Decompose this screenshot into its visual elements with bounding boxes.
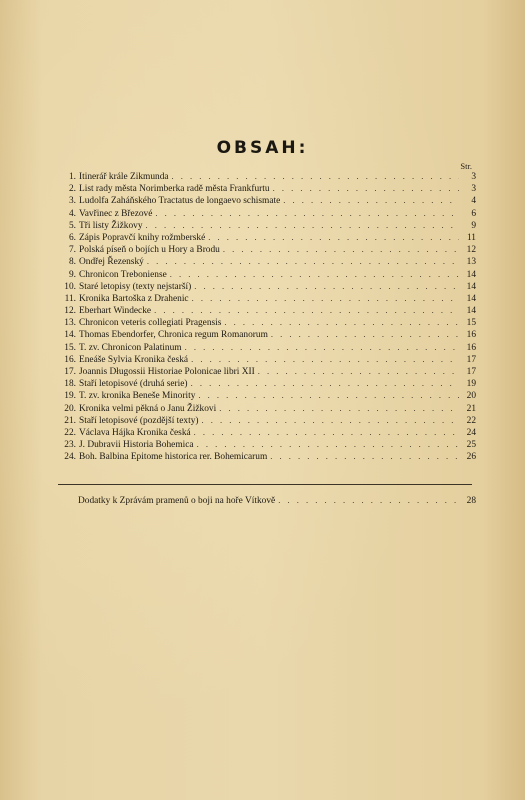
table-of-contents [56, 170, 476, 463]
leader-dots [154, 304, 459, 316]
entry-number: 15. [64, 342, 76, 353]
entry-number: 1. [68, 172, 76, 182]
toc-entry [56, 377, 476, 389]
toc-entry [56, 450, 476, 462]
entry-number: 7. [68, 245, 76, 256]
leader-dots [194, 426, 459, 438]
toc-entry [56, 292, 476, 304]
entry-number: 24. [64, 452, 76, 463]
entry-number: 21. [64, 415, 76, 426]
toc-entry [56, 365, 476, 377]
entry-title: Zápis Popravčí knihy rožmberské [79, 232, 206, 243]
leader-dots [198, 389, 459, 401]
divider [58, 484, 472, 485]
entry-page: 17 [466, 367, 476, 377]
entry-page: 3 [471, 184, 476, 195]
toc-entry [56, 182, 476, 194]
entry-number: 9. [68, 269, 76, 280]
entry-title: Václava Hájka Kronika česká [79, 427, 191, 438]
entry-page: 16 [466, 330, 476, 341]
entry-title: J. Dubravii Historia Bohemica [79, 440, 194, 451]
toc-entry [56, 353, 476, 365]
entry-number: 17. [64, 367, 76, 377]
entry-page: 6 [471, 208, 476, 219]
leader-dots [219, 402, 459, 414]
leader-dots [194, 280, 459, 292]
toc-entry [56, 426, 476, 438]
leader-dots [155, 207, 459, 219]
entry-page: 14 [466, 269, 476, 280]
entry-page: 19 [466, 379, 476, 390]
entry-title: Itinerář krále Zikmunda [79, 172, 169, 182]
entry-title: T. zv. kronika Beneše Minority [79, 391, 196, 402]
entry-title: Polská píseň o bojích u Hory a Brodu [79, 245, 220, 256]
toc-entry [56, 328, 476, 340]
leader-dots [170, 268, 459, 280]
toc-entry [56, 438, 476, 450]
entry-number: 3. [68, 196, 76, 207]
toc-entry [56, 255, 476, 267]
leader-dots [191, 353, 459, 365]
entry-number: 8. [68, 257, 76, 268]
leader-dots [147, 255, 459, 267]
entry-title: Thomas Ebendorfer, Chronica regum Romanorum [79, 330, 268, 341]
leader-dots [191, 377, 459, 389]
entry-number: 18. [64, 379, 76, 390]
entry-number: 12. [64, 306, 76, 317]
entry-page: 13 [466, 257, 476, 268]
toc-entry [56, 170, 476, 182]
leader-dots [270, 450, 459, 462]
entry-number: 19. [64, 391, 76, 402]
entry-title: Eneáše Sylvia Kronika česká [79, 354, 189, 365]
entry-page: 20 [466, 391, 476, 402]
entry-page: 14 [466, 306, 476, 317]
entry-number: 2. [68, 184, 76, 195]
toc-entry [56, 316, 476, 328]
toc-entry [56, 341, 476, 353]
leader-dots [202, 414, 459, 426]
entry-number: 10. [64, 281, 76, 292]
leader-dots [283, 194, 459, 206]
leader-dots [197, 438, 459, 450]
entry-number: 11. [64, 293, 76, 304]
entry-title: Ludolfa Zaháňského Tractatus de longaevo schismate [79, 196, 281, 207]
leader-dots [208, 231, 459, 243]
entry-page: 21 [466, 403, 476, 414]
entry-page: 14 [466, 281, 476, 292]
toc-entry [56, 268, 476, 280]
entry-title: Kronika Bartoška z Drahenic [79, 293, 189, 304]
entry-title: List rady města Norimberka radě města Frankfurtu [79, 184, 270, 195]
entry-number: 6. [68, 232, 76, 243]
leader-dots [258, 365, 459, 377]
entry-page: 12 [466, 245, 476, 256]
toc-entry [56, 219, 476, 231]
entry-number: 20. [64, 403, 76, 414]
entry-page: 9 [471, 220, 476, 231]
entry-title: Boh. Balbina Epitome historica rer. Bohemicarum [79, 452, 268, 463]
leader-dots [185, 341, 459, 353]
entry-title: Staří letopisové (druhá serie) [79, 379, 188, 390]
entry-page: 25 [466, 440, 476, 451]
entry-title: Joannis Długossii Historiae Polonicae libri XII [79, 367, 255, 377]
entry-title: Staré letopisy (texty nejstarší) [79, 281, 192, 292]
leader-dots [223, 243, 459, 255]
entry-number: 16. [64, 354, 76, 365]
entry-page: 4 [471, 196, 476, 207]
entry-title: Eberhart Windecke [79, 306, 152, 317]
toc-entry [56, 231, 476, 243]
addendum-text: Dodatky k Zprávám pramenů o boji na hoře Vítkově [78, 496, 276, 506]
entry-page: 17 [466, 354, 476, 365]
entry-title: Chronicon Treboniense [79, 269, 167, 280]
toc-entry [56, 389, 476, 401]
entry-number: 14. [64, 330, 76, 341]
entry-number: 13. [64, 318, 76, 329]
entry-number: 4. [68, 208, 76, 219]
toc-entry [56, 243, 476, 255]
entry-title: Ondřej Řezenský [79, 257, 144, 268]
entry-title: Vavřinec z Březové [79, 208, 153, 219]
entry-page: 16 [466, 342, 476, 353]
toc-entry [56, 207, 476, 219]
entry-title: Staří letopisové (pozdější texty) [79, 415, 199, 426]
addendum-page: 28 [466, 496, 476, 506]
entry-page: 11 [466, 232, 476, 243]
entry-title: Tři listy Žižkovy [79, 220, 143, 231]
page-title: OBSAH: [216, 138, 309, 158]
entry-number: 23. [64, 440, 76, 451]
toc-entry [56, 194, 476, 206]
addendum-entry [56, 494, 476, 506]
entry-page: 14 [466, 293, 476, 304]
entry-page: 24 [466, 427, 476, 438]
entry-page: 22 [466, 415, 476, 426]
entry-title: Kronika velmi pěkná o Janu Žižkovi [79, 403, 217, 414]
entry-number: 22. [64, 427, 76, 438]
entry-page: 3 [471, 172, 476, 182]
leader-dots [271, 328, 459, 340]
leader-dots [273, 182, 459, 194]
entry-page: 26 [466, 452, 476, 463]
entry-page: 15 [466, 318, 476, 329]
leader-dots [224, 316, 459, 328]
toc-entry [56, 304, 476, 316]
page-column-header: Str. [460, 161, 472, 171]
entry-title: T. zv. Chronicon Palatinum [79, 342, 182, 353]
entry-number: 5. [68, 220, 76, 231]
leader-dots [146, 219, 459, 231]
entry-title: Chronicon veteris collegiati Pragensis [79, 318, 222, 329]
leader-dots [192, 292, 459, 304]
toc-entry [56, 280, 476, 292]
leader-dots [278, 494, 459, 506]
leader-dots [172, 170, 459, 182]
toc-entry [56, 402, 476, 414]
toc-entry [56, 414, 476, 426]
